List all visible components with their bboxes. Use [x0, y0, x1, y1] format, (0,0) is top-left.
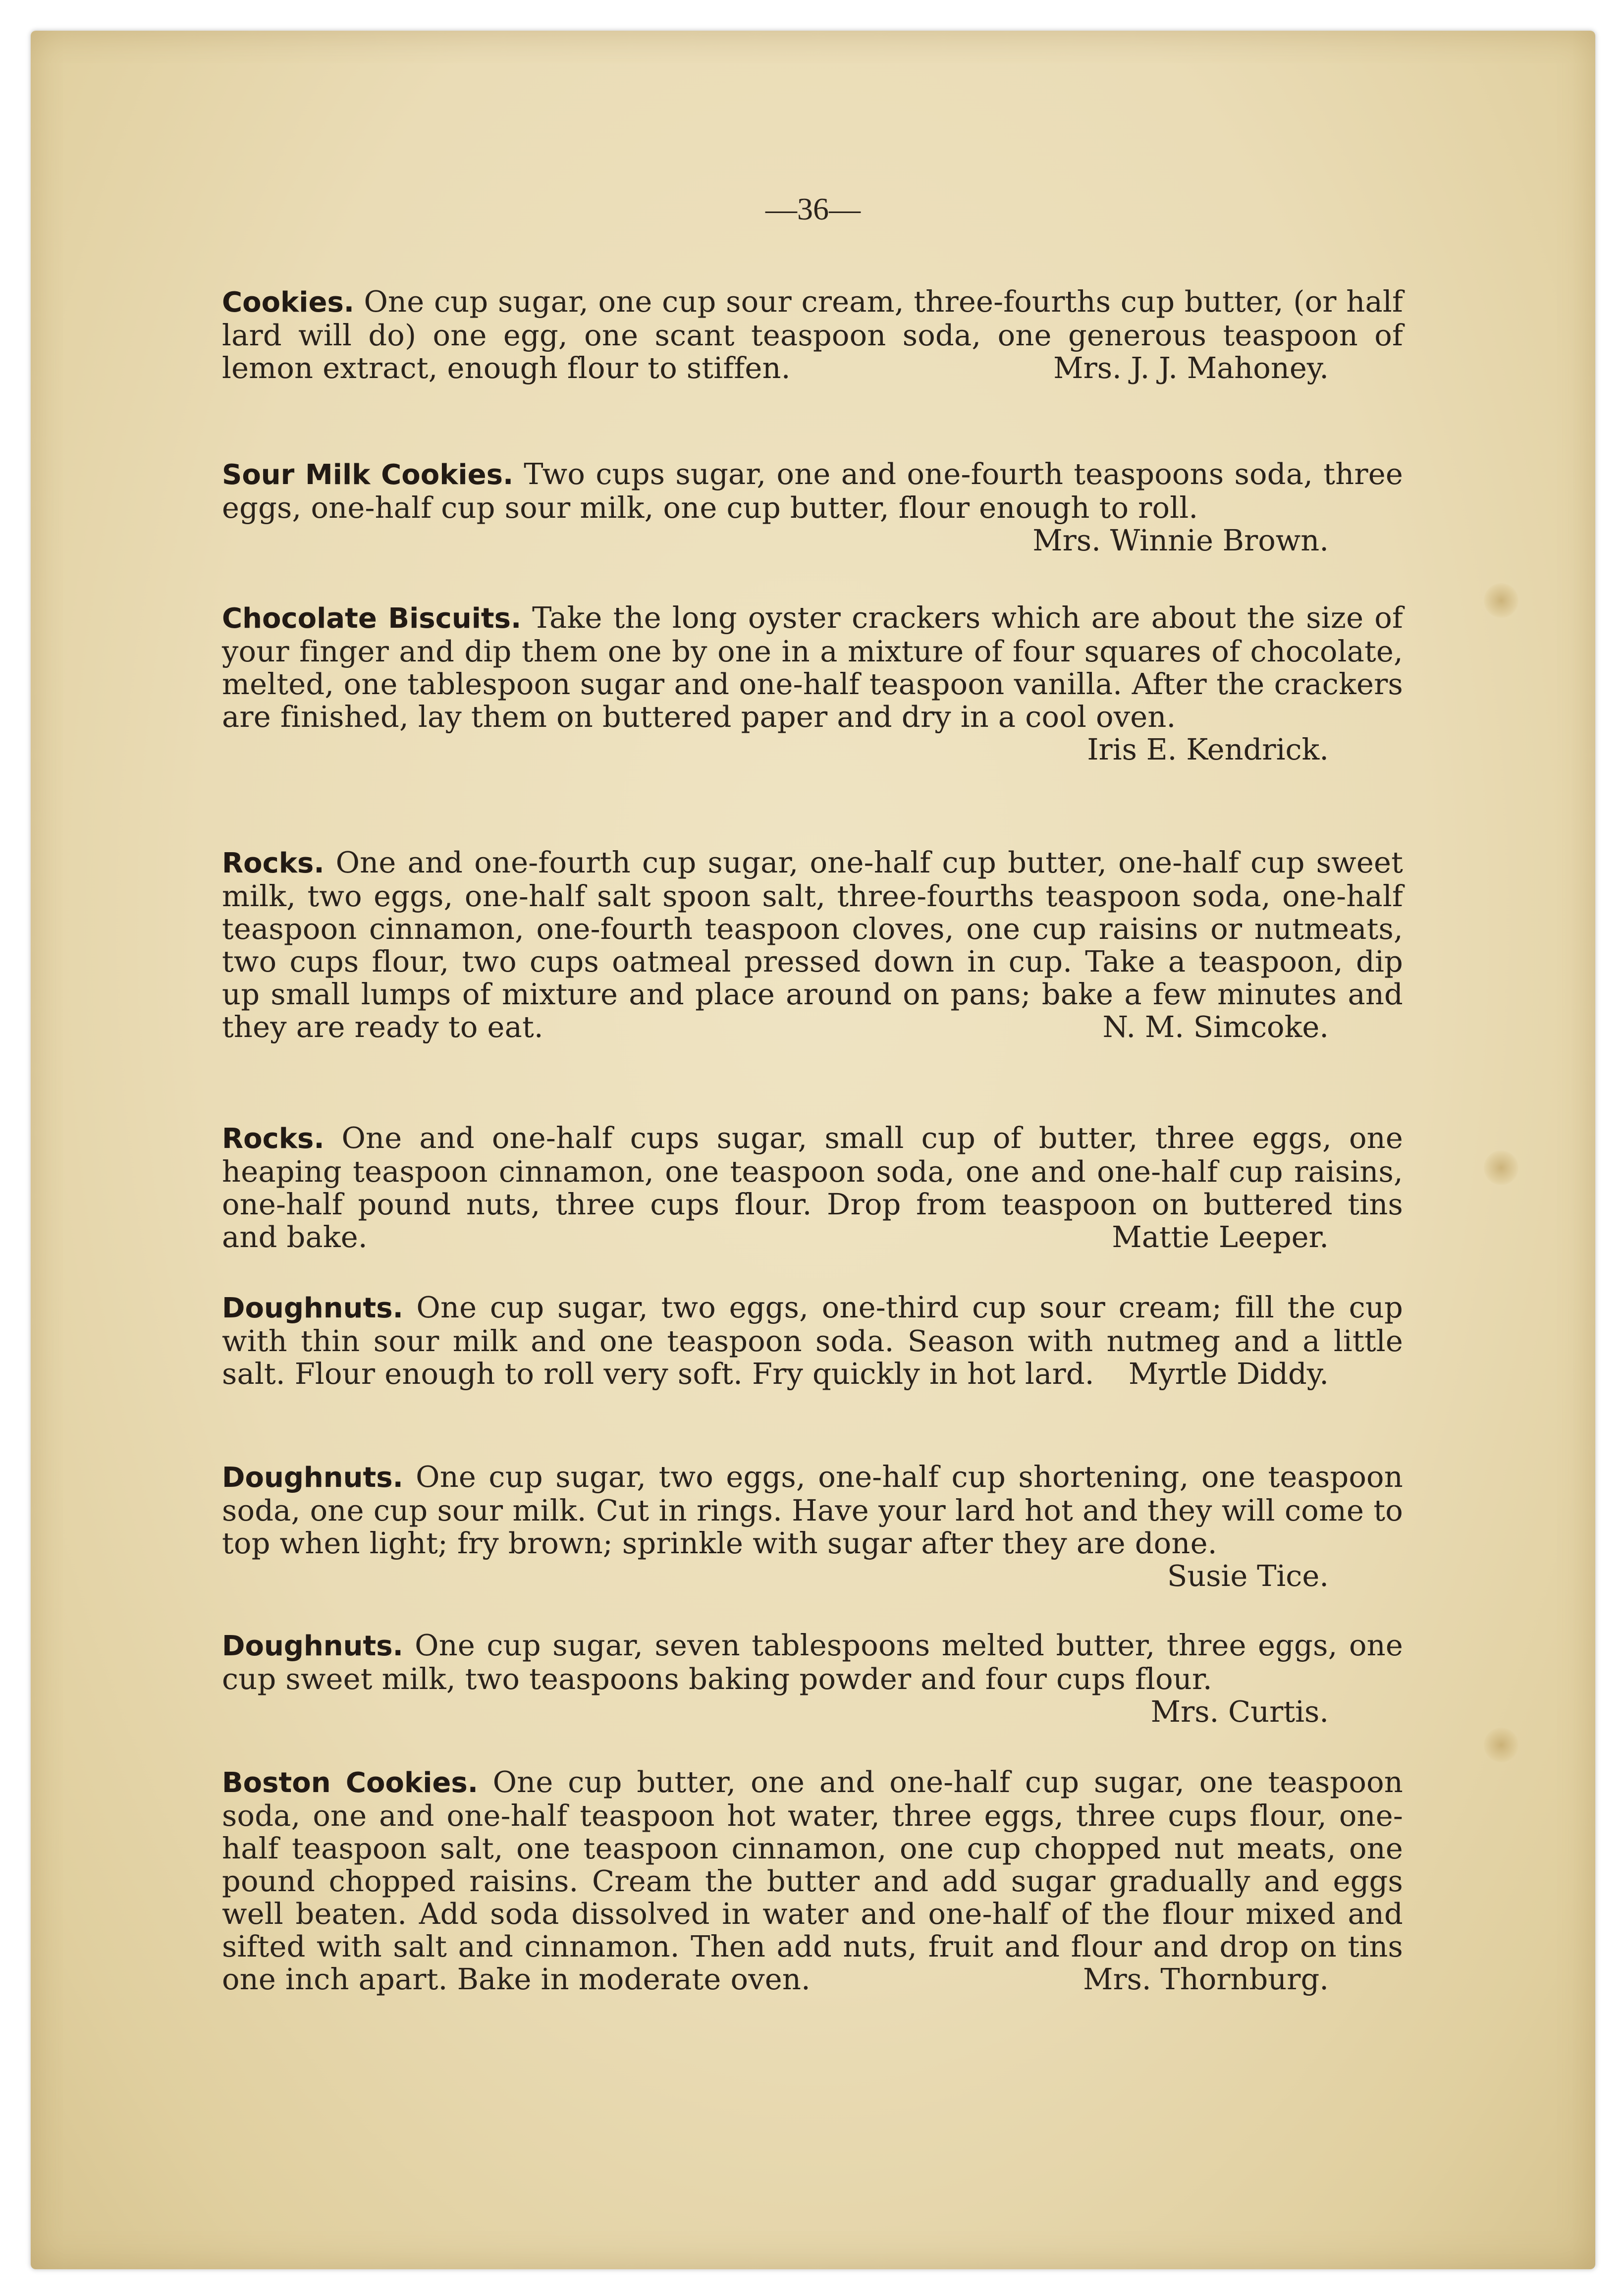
recipe-sour-milk-cookies	[222, 458, 1403, 557]
recipe-contributor: Iris E. Kendrick.	[1087, 732, 1329, 766]
recipe-doughnuts-2	[222, 1461, 1403, 1592]
recipe-title: Rocks.	[222, 847, 325, 879]
recipe-text: Take the long oyster crackers which are about the size of your finger and dip them one by one in a mixture of four squares of chocolate, melted, one tablespoon sugar and one-half teaspoon vanilla. After the crackers are finished, lay them on buttered paper and dry in a cool oven.	[222, 600, 1403, 734]
recipe-chocolate-biscuits	[222, 601, 1403, 766]
page-number: —36—	[765, 191, 861, 226]
recipe-title: Boston Cookies.	[222, 1767, 478, 1799]
staple-hole-mark	[1484, 1150, 1518, 1185]
recipe-title: Rocks.	[222, 1123, 325, 1155]
recipe-contributor: Susie Tice.	[1167, 1559, 1329, 1593]
recipe-text: One and one-half cups sugar, small cup of butter, three eggs, one heaping teaspoon cinnamon, one teaspoon soda, one and one-half cup raisins, one-half pound nuts, three cups flour. Drop from teaspoon on buttered tins and bake.	[222, 1121, 1403, 1254]
recipe-contributor: Mrs. Thornburg.	[1083, 1962, 1329, 1996]
recipe-text: One cup sugar, two eggs, one-third cup sour cream; fill the cup with thin sour milk and one teaspoon soda. Season with nutmeg and a little salt. Flour enough to roll very soft. Fry quickly in hot lard.	[222, 1290, 1403, 1391]
recipe-text: One cup sugar, seven tablespoons melted butter, three eggs, one cup sweet milk, two teaspoons baking powder and four cups flour.	[222, 1628, 1403, 1696]
recipe-doughnuts-1	[222, 1291, 1403, 1390]
recipe-contributor: N. M. Simcoke.	[1102, 1010, 1329, 1044]
recipe-title: Doughnuts.	[222, 1292, 403, 1324]
recipe-contributor: Mrs. Winnie Brown.	[1032, 523, 1329, 557]
recipe-contributor: Myrtle Diddy.	[1128, 1357, 1329, 1391]
staple-hole-mark	[1484, 583, 1518, 618]
recipe-text: One cup sugar, one cup sour cream, three-fourths cup butter, (or half lard will do) one egg, one scant teaspoon soda, one generous teaspoon of lemon extract, enough flour to stiffen.	[222, 284, 1403, 385]
recipe-text: One cup butter, one and one-half cup sugar, one teaspoon soda, one and one-half teaspoon hot water, three eggs, three cups flour, one-half teaspoon salt, one teaspoon cinnamon, one cup chopped nut meats, one pound chopped raisins. Cream the butter and add sugar gradually and eggs well beaten. Add soda dissolved in water and one-half of the flour mixed and sifted with salt and cinnamon. Then add nuts, fruit and flour and drop on tins one inch apart. Bake in moderate oven.	[222, 1765, 1403, 1996]
recipe-rocks-1	[222, 846, 1403, 1043]
recipe-title: Sour Milk Cookies.	[222, 459, 514, 491]
recipe-title: Doughnuts.	[222, 1462, 403, 1494]
recipe-title: Cookies.	[222, 286, 355, 319]
recipe-boston-cookies	[222, 1766, 1403, 1996]
recipe-contributor: Mattie Leeper.	[1112, 1220, 1329, 1254]
recipe-contributor: Mrs. J. J. Mahoney.	[1053, 351, 1329, 385]
recipe-title: Doughnuts.	[222, 1630, 403, 1662]
recipe-contributor: Mrs. Curtis.	[1150, 1694, 1329, 1729]
recipe-text: One and one-fourth cup sugar, one-half cup butter, one-half cup sweet milk, two eggs, one-half salt spoon salt, three-fourths teaspoon soda, one-half teaspoon cinnamon, one-fourth teaspoon cloves, one cup raisins or nutmeats, two cups flour, two cups oatmeal pressed down in cup. Take a teaspoon, dip up small lumps of mixture and place around on pans; bake a few minutes and they are ready to eat.	[222, 845, 1403, 1044]
recipe-title: Chocolate Biscuits.	[222, 602, 522, 635]
recipe-text: Two cups sugar, one and one-fourth teaspoons soda, three eggs, one-half cup sour milk, one cup butter, flour enough to roll.	[222, 457, 1403, 525]
staple-hole-mark	[1484, 1728, 1518, 1762]
recipe-cookies	[222, 285, 1403, 384]
recipe-rocks-2	[222, 1122, 1403, 1254]
book-page	[31, 31, 1595, 2269]
recipe-doughnuts-3	[222, 1629, 1403, 1728]
recipe-text: One cup sugar, two eggs, one-half cup shortening, one teaspoon soda, one cup sour milk. Cut in rings. Have your lard hot and they will come to top when light; fry brown; sprinkle with sugar after they are done.	[222, 1460, 1403, 1560]
